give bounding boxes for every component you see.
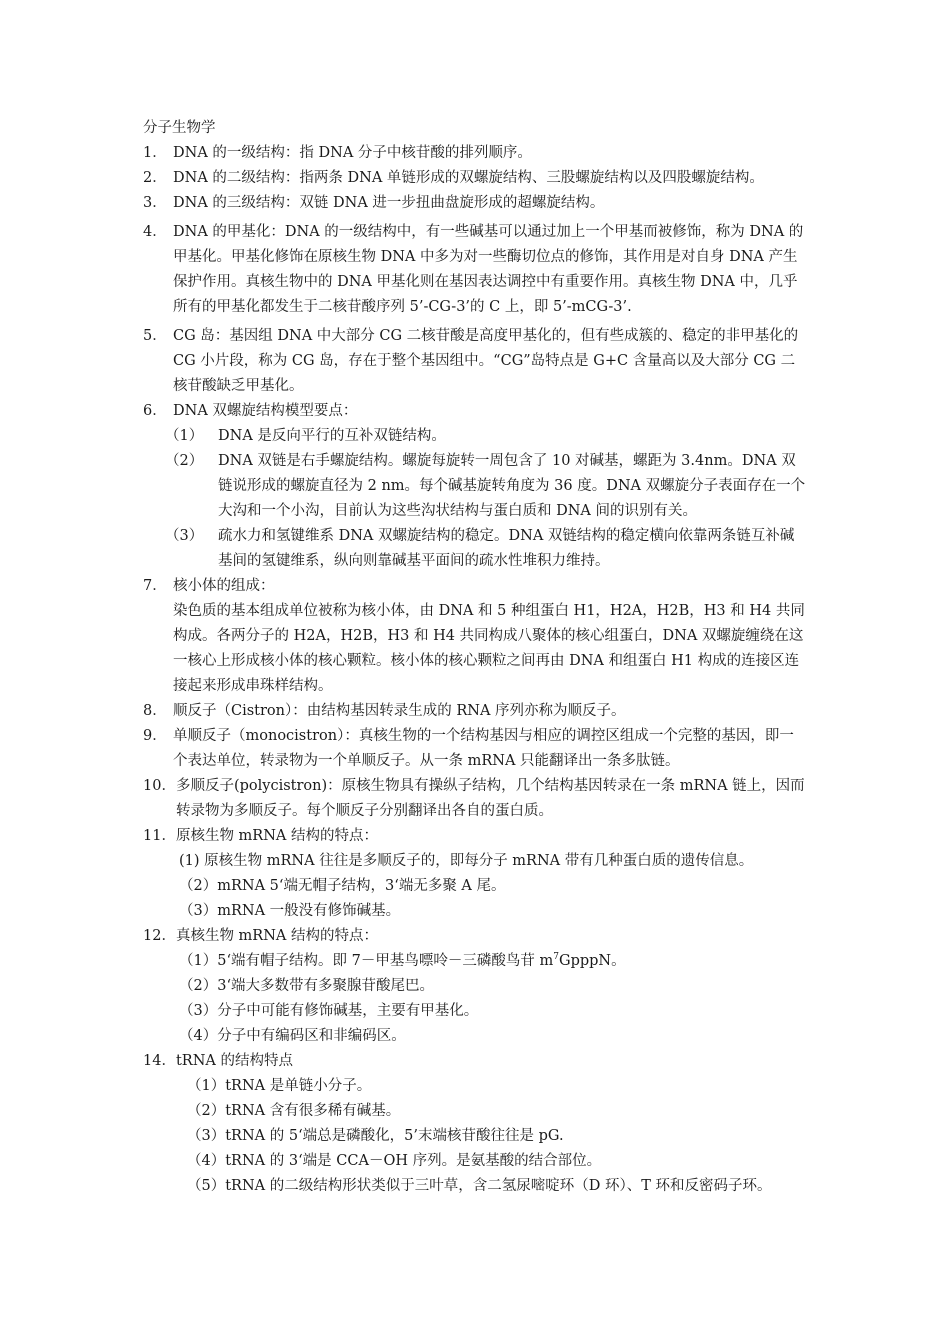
sub-item: （1）tRNA 是单链小分子。 <box>187 1078 372 1094</box>
sub-item: （4）分子中有编码区和非编码区。 <box>179 1028 406 1044</box>
sub-item-number: （3） <box>165 528 204 544</box>
item-number: 2． <box>143 170 167 186</box>
item-text: 核小体的组成： <box>173 578 275 594</box>
sub-item-text: GpppN。 <box>559 953 626 969</box>
list-item-8 <box>143 699 808 724</box>
sub-item: （3）mRNA 一般没有修饰碱基。 <box>179 903 401 919</box>
list-item-7 <box>143 574 808 599</box>
list-item-2 <box>143 166 808 191</box>
item-number: 8． <box>143 703 167 719</box>
item-number: 9． <box>143 728 167 744</box>
sub-item <box>165 424 808 449</box>
list-item-14 <box>143 1049 808 1074</box>
list-item-1 <box>143 141 808 166</box>
item-number: 4． <box>143 224 167 240</box>
item-text: DNA 双螺旋结构模型要点： <box>173 403 358 419</box>
sub-item-number: （2） <box>165 453 204 469</box>
list-item-9 <box>143 724 808 774</box>
sub-item-text: （1）5‘端有帽子结构。即 7－甲基鸟嘌呤－三磷酸鸟苷 m <box>179 953 554 969</box>
item-number: 12． <box>143 928 176 944</box>
item-text: 真核生物 mRNA 结构的特点： <box>175 928 378 944</box>
sub-item <box>165 524 808 574</box>
list-item-3 <box>143 191 808 216</box>
page-title: 分子生物学 <box>143 120 216 136</box>
item-number: 3． <box>143 195 167 211</box>
list-item-4 <box>143 220 808 320</box>
item-paragraph: 染色质的基本组成单位被称为核小体，由 DNA 和 5 种组蛋白 H1，H2A，H2B，H3 和 H4 共同构成。各两分子的 H2A，H2B，H3 和 H4 共同构成八聚体的核心组蛋白，DNA 双螺旋缠绕在这一核心上形成核小体的核心颗粒。核小体的核心颗粒之间再由 DNA 和组蛋白 H1 构成的连接区连接起来形成串珠样结构。 <box>173 603 805 694</box>
sub-item <box>165 449 808 524</box>
list-item-10 <box>143 774 808 824</box>
item-number: 5． <box>143 328 167 344</box>
item-number: 14． <box>143 1053 176 1069</box>
sub-item: （2）mRNA 5‘端无帽子结构，3‘端无多聚 A 尾。 <box>179 878 506 894</box>
sub-item: （3）tRNA 的 5‘端总是磷酸化，5’末端核苷酸往往是 pG. <box>187 1128 564 1144</box>
superscript: 7 <box>553 952 559 963</box>
item-text: 单顺反子（monocistron）：真核生物的一个结构基因与相应的调控区组成一个完整的基因，即一个表达单位，转录物为一个单顺反子。从一条 mRNA 只能翻译出一条多肽链。 <box>173 728 794 769</box>
sub-item-text: DNA 双链是右手螺旋结构。螺旋每旋转一周包含了 10 对碱基，螺距为 3.4nm。DNA 双链说形成的螺旋直径为 2 nm。每个碱基旋转角度为 36 度。DNA 双螺旋分子表面存在一个大沟和一个小沟，目前认为这些沟状结构与蛋白质和 DNA 间的识别有关。 <box>218 453 806 519</box>
sub-item-number: （1） <box>165 428 204 444</box>
sub-item-text: DNA 是反向平行的互补双链结构。 <box>218 428 446 444</box>
sub-item: （4）tRNA 的 3‘端是 CCA－OH 序列。是氨基酸的结合部位。 <box>187 1153 602 1169</box>
item-text: DNA 的三级结构：双链 DNA 进一步扭曲盘旋形成的超螺旋结构。 <box>173 195 605 211</box>
document-body <box>143 116 808 1199</box>
list-item-11 <box>143 824 808 849</box>
item-number: 7． <box>143 578 167 594</box>
list-item-12 <box>143 924 808 949</box>
sub-item-text: 疏水力和氢键维系 DNA 双螺旋结构的稳定。DNA 双链结构的稳定横向依靠两条链互补碱基间的氢键维系，纵向则靠碱基平面间的疏水性堆积力维持。 <box>218 528 795 569</box>
sub-item: （3）分子中可能有修饰碱基，主要有甲基化。 <box>179 1003 479 1019</box>
item-number: 1． <box>143 145 167 161</box>
item-text: 多顺反子(polycistron)：原核生物具有操纵子结构，几个结构基因转录在一条 mRNA 链上，因而转录物为多顺反子。每个顺反子分别翻译出各自的蛋白质。 <box>175 778 805 819</box>
item-text: DNA 的甲基化：DNA 的一级结构中，有一些碱基可以通过加上一个甲基而被修饰，称为 DNA 的甲基化。甲基化修饰在原核生物 DNA 中多为对一些酶切位点的修饰，其作用是对自身 DNA 产生保护作用。真核生物中的 DNA 甲基化则在基因表达调控中有重要作用。真核生物 DNA 中，几乎所有的甲基化都发生于二核苷酸序列 5’-CG-3’的 C 上，即 5’-mCG-3’. <box>173 224 804 315</box>
sub-item: （2）3‘端大多数带有多聚腺苷酸尾巴。 <box>179 978 435 994</box>
item-text: CG 岛：基因组 DNA 中大部分 CG 二核苷酸是高度甲基化的，但有些成簇的、稳定的非甲基化的 CG 小片段，称为 CG 岛，存在于整个基因组中。“CG”岛特点是 G+C 含量高以及大部分 CG 二核苷酸缺乏甲基化。 <box>173 328 799 394</box>
sub-item: (1) 原核生物 mRNA 往往是多顺反子的，即每分子 mRNA 带有几种蛋白质的遗传信息。 <box>179 853 754 869</box>
item-text: DNA 的一级结构：指 DNA 分子中核苷酸的排列顺序。 <box>173 145 532 161</box>
list-item-6 <box>143 399 808 424</box>
item-number: 10． <box>143 778 176 794</box>
item-text: DNA 的二级结构：指两条 DNA 单链形成的双螺旋结构、三股螺旋结构以及四股螺旋结构。 <box>173 170 764 186</box>
sub-item <box>179 949 808 974</box>
item-number: 6． <box>143 403 167 419</box>
item-text: 顺反子（Cistron）：由结构基因转录生成的 RNA 序列亦称为顺反子。 <box>173 703 626 719</box>
sub-item: （2）tRNA 含有很多稀有碱基。 <box>187 1103 401 1119</box>
item-text: tRNA 的结构特点 <box>175 1053 293 1069</box>
sub-item: （5）tRNA 的二级结构形状类似于三叶草，含二氢尿嘧啶环（D 环）、T 环和反密码子环。 <box>187 1178 772 1194</box>
item-text: 原核生物 mRNA 结构的特点： <box>175 828 378 844</box>
item-number: 11． <box>143 828 176 844</box>
list-item-5 <box>143 324 808 399</box>
